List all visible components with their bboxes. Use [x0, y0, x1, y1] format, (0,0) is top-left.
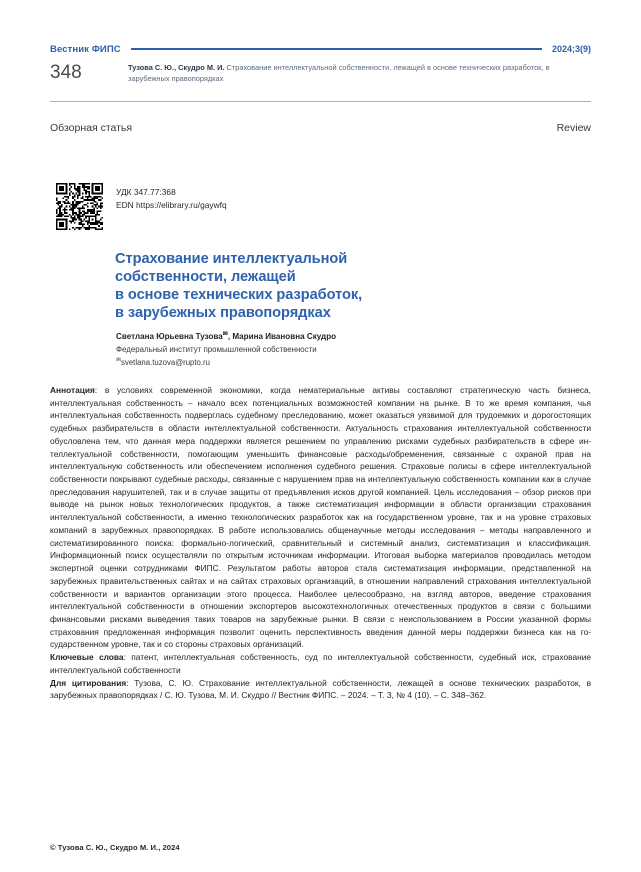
- article-type-row: [50, 122, 591, 134]
- author-two: , Марина Ивановна Скудро: [227, 332, 337, 341]
- affiliation: Федеральный институт промышленной собственности: [116, 345, 317, 355]
- running-head-top-row: [50, 42, 591, 56]
- page-number: 348: [50, 62, 82, 83]
- title-line-2: собственности, лежащей: [115, 268, 296, 285]
- edn-line[interactable]: EDN https://elibrary.ru/gaywfq: [116, 200, 227, 211]
- title-line-4: в зарубежных правопорядках: [115, 305, 331, 322]
- author-names: [116, 331, 546, 343]
- header-rule: [131, 48, 542, 51]
- keywords-label: Ключевые слова: [50, 652, 124, 663]
- running-head-citation: [128, 63, 591, 84]
- running-head-body: [50, 63, 591, 84]
- article-type-ru: Обзорная статья: [50, 122, 133, 134]
- running-head-title: Страхование интеллектуальной собственности, лежащей в основе технических разработок, в зарубежных правопорядках: [128, 63, 550, 83]
- corresponding-author-mark: ✉: [222, 331, 228, 338]
- running-head-authors: Тузова С. Ю., Скудро М. И.: [128, 63, 225, 72]
- identifier-block: [116, 186, 227, 212]
- qr-code-canvas: [56, 183, 103, 230]
- title-line-3: в основе технических разработок,: [115, 286, 363, 303]
- journal-name: Вестник ФИПС: [50, 43, 121, 55]
- keywords-text: : патент, интеллектуальная собственность, суд по интеллектуальной собственности, судебный иск, страхование интеллектуальной собственности: [50, 652, 591, 675]
- udk-line: УДК 347.77:368: [116, 187, 176, 197]
- citation-text: : Тузова, С. Ю. Страхование интеллектуальной собственности, лежащей в основе технических разработок, в зарубежных правопорядках / С. Ю. Тузова, М. И. Скудро // Вестник ФИПС. – 2024. – Т. 3, № 4 (10). – С. 348–362.: [50, 677, 592, 701]
- authors-block: [116, 331, 546, 369]
- copyright-notice: © Тузова С. Ю., Скудро М. И., 2024: [50, 843, 180, 852]
- issue-identifier: 2024;3(9): [551, 44, 591, 54]
- article-type-en: Review: [556, 122, 591, 134]
- abstract-text: : в условиях современной экономики, когда нематериальные активы составляют стратегическую часть бизнеса, интеллектуальная собственность – начало всех потенциальных возможностей компании на рынке. В то же время компания, чья интеллектуальная собственность подверглась судебному преследованию, может оказаться уязвимой для трудоемких и дорогостоящих судебных разбирательств в области интеллектуальной собственности. Актуальность страхования интеллектуальной собственности обусловлена тем, что данная мера поддержки является решением по управлению рисками судебных разбирательств в сфере интеллектуальной собственности, помогающим уменьшить финансовые расходы/обременения, связанные с охраной прав на интеллектуальную собственность или обеспечением исполнения судебного решения. Страховые полисы в сфере интеллектуальной собственности покрывают судебные расходы, связанные с нарушением прав на интеллектуальную собственность компании как в случае преследования нарушителей, так и в случае защиты от предъявления исков другой компанией. Цель исследования – обзор рисков при выводе на рынок новых технологических продуктов, а также систематизация информации в области организации страхования интеллектуальной собственности, а именно технологических разработок как на государственном уровне, так и на уровне страховых компаний в зарубежных правопорядках. В работе использовались общенаучные методы исследования – методы направленного и систематизированного поиска: формально-логический, сравнительный и системный анализ, систематизация и классификация. Информационный поиск осуществляли по открытым источникам информации. Итоговая выборка материалов проводилась методом экспертной оценки сотрудниками ФИПС. Результатом работы авторов стала систематизация информации, представленной на зарубежных правительственных сайтах и на сайтах страховых организаций, в отношении направлений страхования интеллектуальной собственности и вариантов организации этого процесса. Наиболее целесообразно, на взгляд авторов, введение страхования интеллектуальной собственности в отношении экспортеров высокотехнологичных отечественных продуктов в связи с большими финансовыми рисками выведения таких товаров на зарубежные рынки. В связи с неиспользованием в России указанной формы страхования предложенная информация позволит оценить перспективность введения данной меры поддержки бизнеса как на государственном уровне, так и со стороны страховых организаций.: [50, 385, 591, 650]
- abstract-paragraph: [50, 384, 591, 651]
- author-one: Светлана Юрьевна Тузова: [116, 332, 223, 341]
- email-mark-icon: ✉: [116, 357, 122, 364]
- title-line-1: Страхование интеллектуальной: [115, 250, 348, 267]
- keywords-paragraph: [50, 651, 591, 676]
- corresponding-email[interactable]: [116, 357, 546, 369]
- citation-paragraph: [50, 677, 591, 702]
- page-title: [115, 250, 535, 322]
- abstract-label: Аннотация: [50, 385, 95, 395]
- citation-label: Для цитирования: [50, 677, 127, 688]
- abstract-section: [50, 384, 591, 702]
- running-head: [50, 42, 591, 84]
- header-bottom-divider: [50, 101, 591, 102]
- email-text: svetlana.tuzova@rupto.ru: [121, 357, 210, 367]
- qr-code-icon: [56, 183, 103, 230]
